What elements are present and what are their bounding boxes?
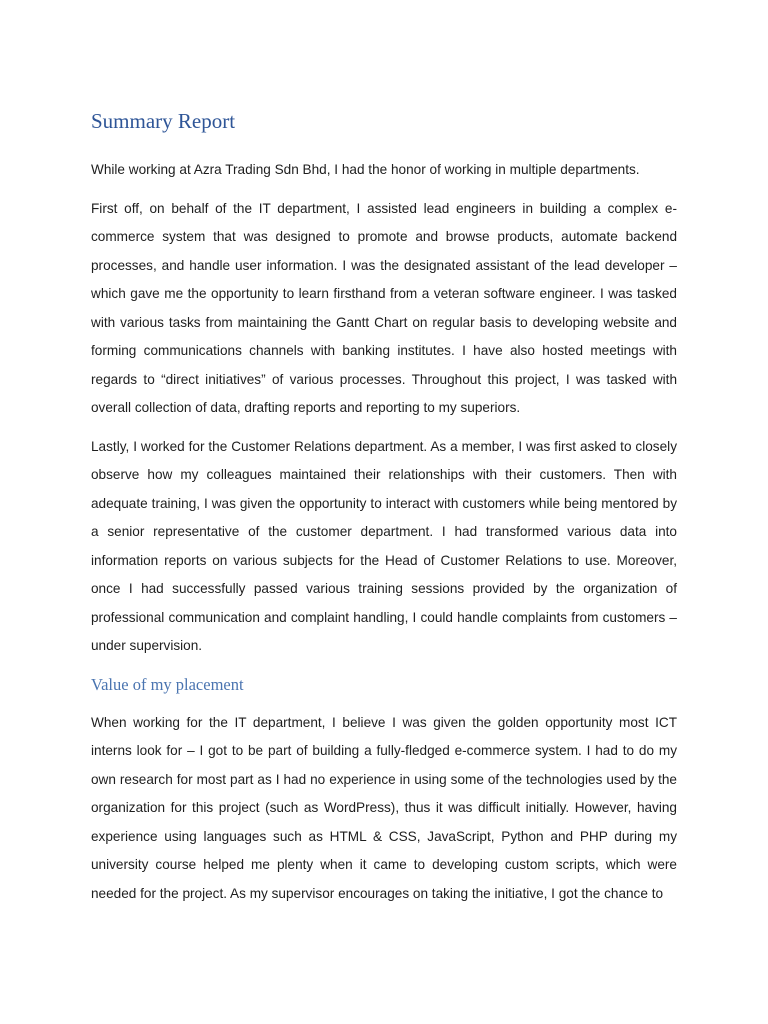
document-body [91,106,677,918]
it-department-paragraph: First off, on behalf of the IT department, I assisted lead engineers in building a complex e-commerce system that was designed to promote and browse products, automate backend processes, and handle user information. I was the designated assistant of the lead developer – which gave me the opportunity to learn firsthand from a veteran software engineer. I was tasked with various tasks from maintaining the Gantt Chart on regular basis to developing website and forming communications channels with banking institutes. I have also hosted meetings with regards to “direct initiatives” of various processes. Throughout this project, I was tasked with overall collection of data, drafting reports and reporting to my superiors. [91,200,677,415]
placement-value-paragraph: When working for the IT department, I believe I was given the golden opportunity most ICT interns look for – I got to be part of building a fully-fledged e-commerce system. I had to do my own research for most part as I had no experience in using some of the technologies used by the organization for this project (such as WordPress), thus it was difficult initially. However, having experience using languages such as HTML & CSS, JavaScript, Python and PHP during my university course helped me plenty when it came to developing custom scripts, which were needed for the project. As my supervisor encourages on taking the initiative, I got the chance to [91,714,677,901]
section-heading: Value of my placement [91,674,244,694]
page-title: Summary Report [91,109,236,133]
intro-paragraph: While working at Azra Trading Sdn Bhd, I had the honor of working in multiple departments. [91,162,640,177]
customer-relations-paragraph: Lastly, I worked for the Customer Relations department. As a member, I was first asked to closely observe how my colleagues maintained their relationships with their customers. Then with adequate training, I was given the opportunity to interact with customers while being mentored by a senior representative of the customer department. I had transformed various data into information reports on various subjects for the Head of Customer Relations to use. Moreover, once I had successfully passed various training sessions provided by the organization of professional communication and complaint handling, I could handle complaints from customers – under supervision. [91,438,677,653]
